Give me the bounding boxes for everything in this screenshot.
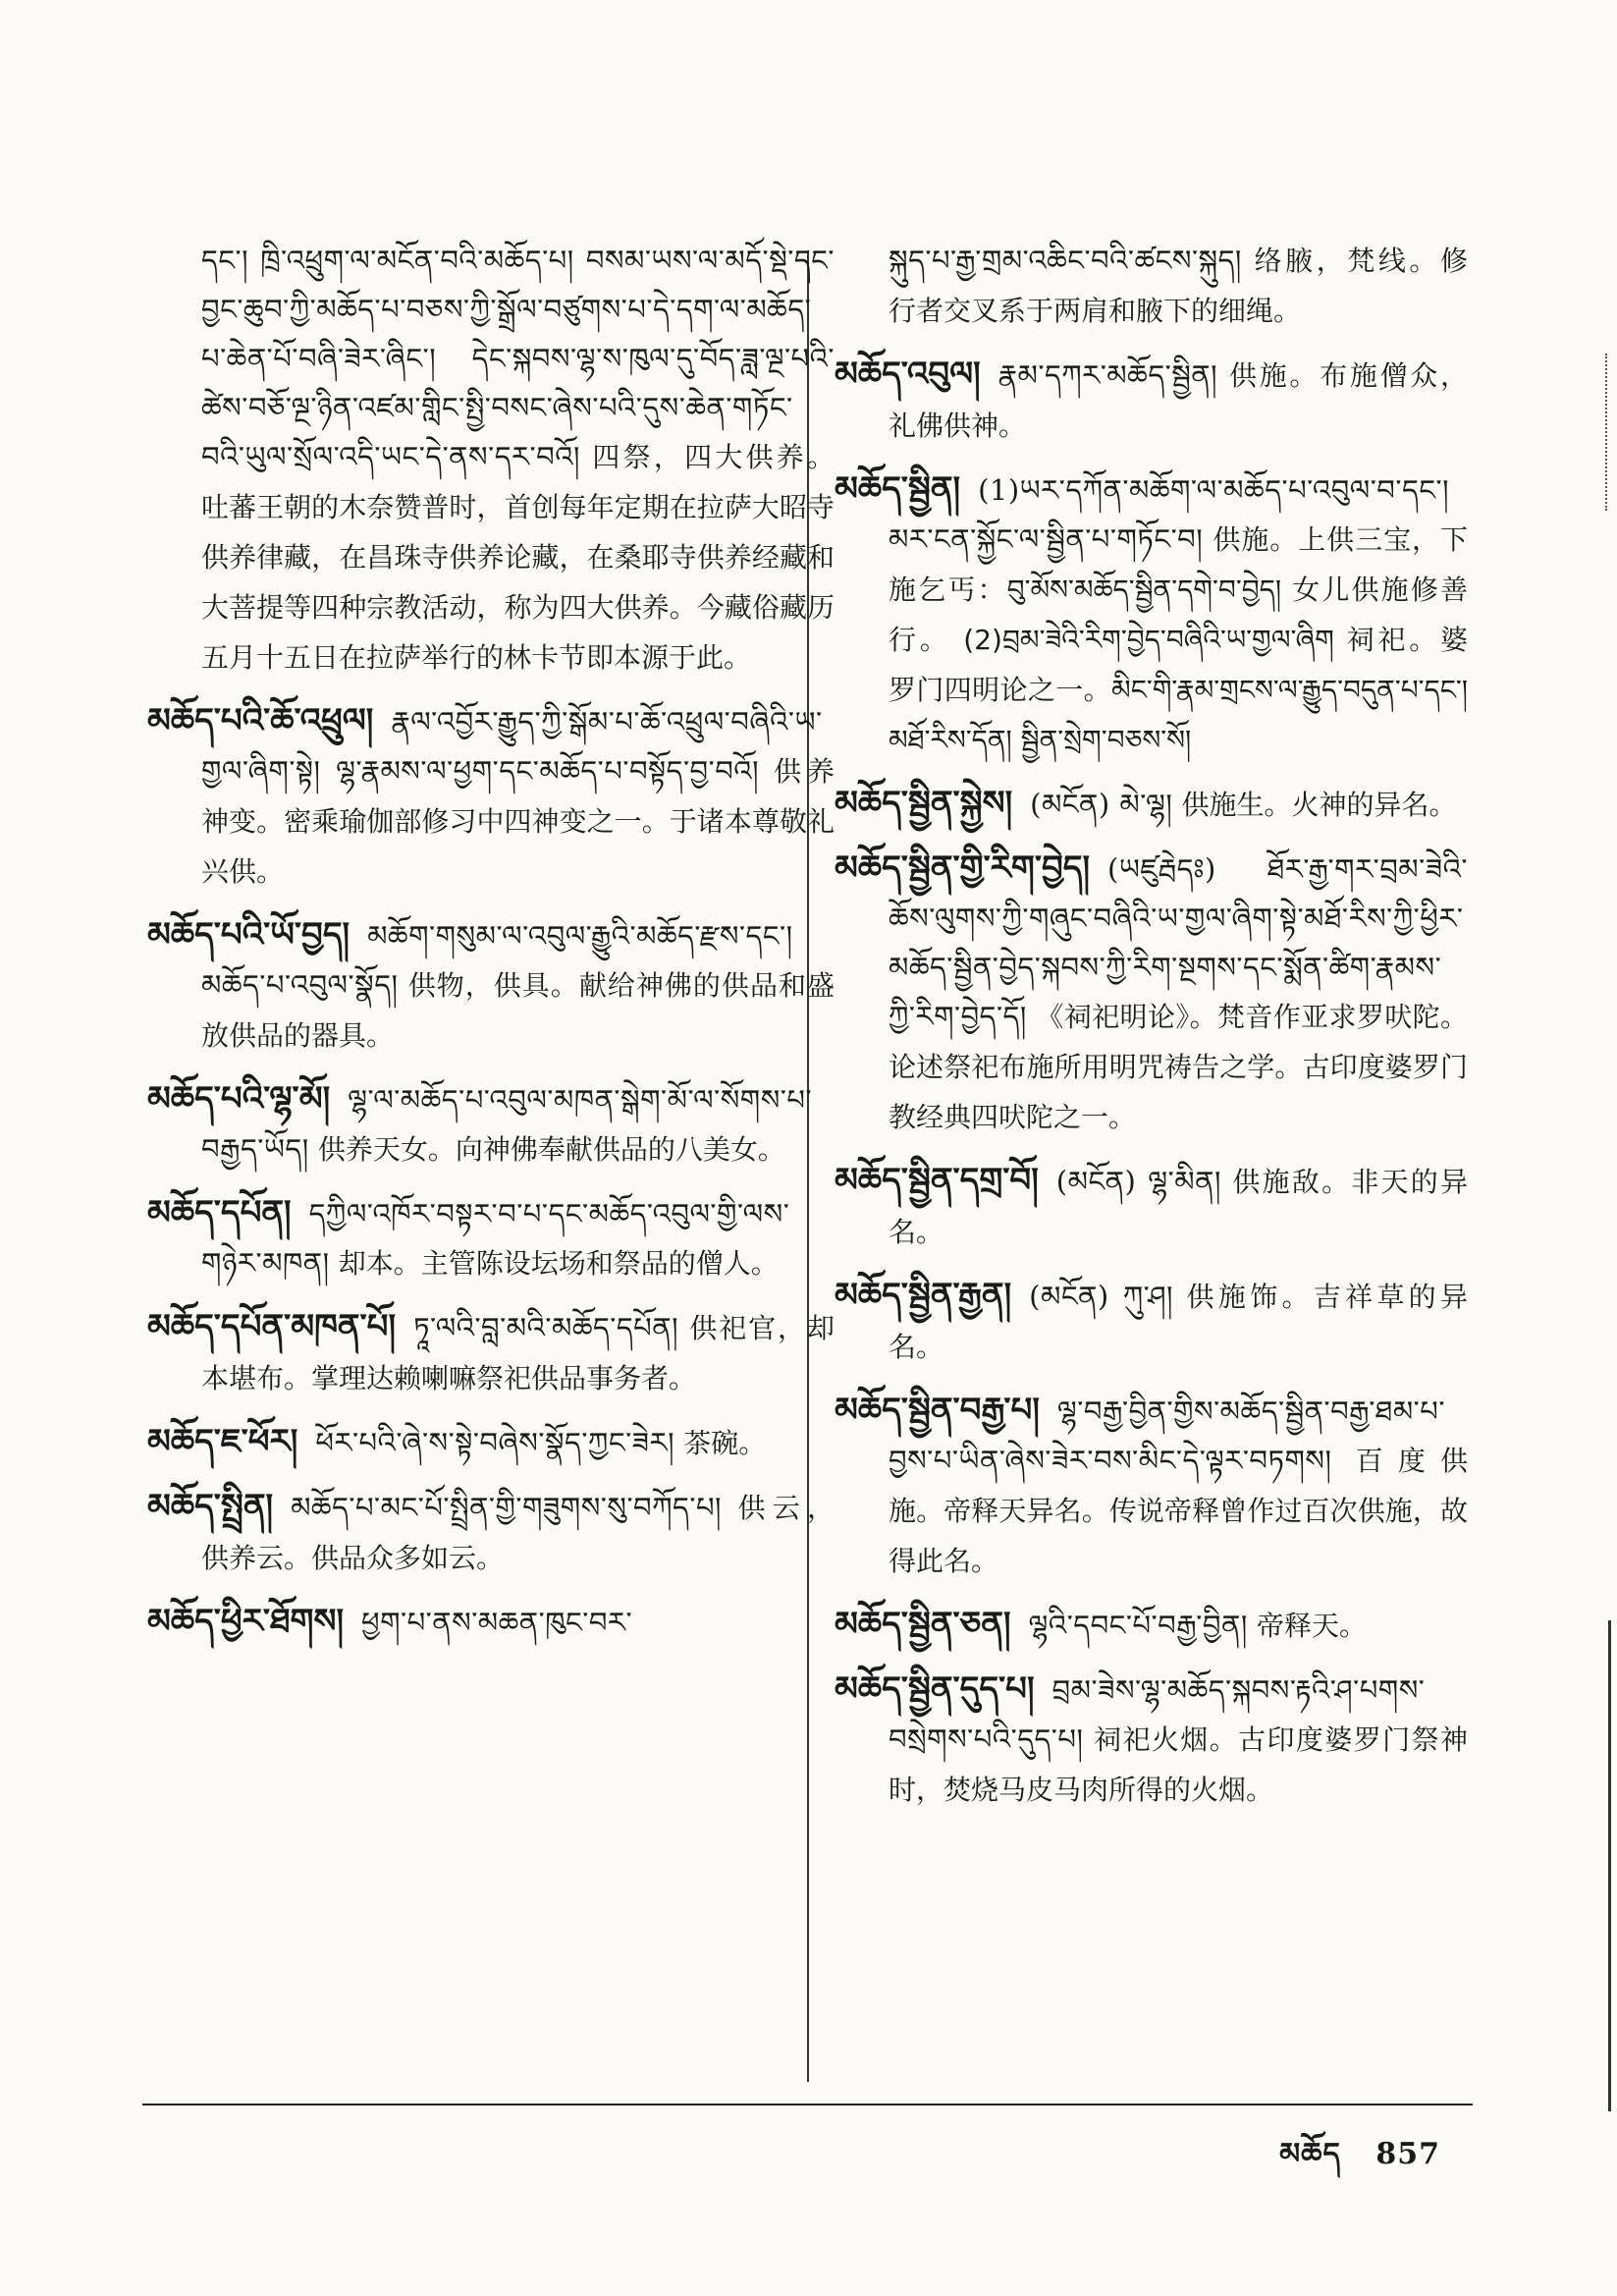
page-number: 857	[1375, 2137, 1440, 2171]
entry-headword: མཆོད་འབུལ།	[835, 355, 981, 394]
entry-headword: མཆོད་པའི་ཆོ་འཕྲུལ།	[147, 701, 374, 740]
dictionary-entry	[147, 910, 835, 1061]
entry-tibetan-definition: (མངོན) མེ་ལྷ།	[1030, 788, 1173, 821]
entry-tibetan-definition: ཕྱག་པ་ནས་མཆན་ཁུང་བར་	[361, 1606, 633, 1639]
entry-headword: མཆོད་དཔོན་མཁན་པོ།	[147, 1307, 397, 1346]
right-column	[835, 236, 1468, 1829]
entry-chinese-definition: 供祀官，却本堪布。掌理达赖喇嘛祭祀供品事务者。	[201, 1312, 835, 1394]
left-column	[147, 236, 835, 1661]
entry-chinese-definition: 供养神变。密乘瑜伽部修习中四神变之一。于诸本尊敬礼兴供。	[201, 755, 835, 888]
entry-tibetan-definition: དང་། ཁྲི་འཕྲུག་ལ་མངོན་བའི་མཆོད་པ། བསམ་ཡས་ལ་མདོ་སྡེ་དང་བྱང་ཆུབ་ཀྱི་མཆོད་པ་བཅས་ཀྱི་སྒྲོལ་བཙུགས་པ་དེ་དག་ལ་མཆོད་པ་ཆེན་པོ་བཞི་ཟེར་ཞིང་། དེང་སྐབས་ལྷ་ས་ཁུལ་དུ་བོད་ཟླ་ལྔ་པའི་ཚེས་བཅོ་ལྔ་ཉིན་འཛམ་གླིང་སྤྱི་བསང་ཞེས་པའི་དུས་ཆེན་གཏོང་བའི་ཡུལ་སྲོལ་འདི་ཡང་དེ་ནས་དར་བའོ།	[201, 244, 835, 473]
dictionary-entry	[147, 1074, 835, 1175]
entry-tibetan-definition: ལྷ་ལ་མཆོད་པ་འབུལ་མཁན་སྒེག་མོ་ལ་སོགས་པ་བརྒྱད་ཡོད།	[201, 1083, 813, 1166]
entry-tibetan-definition: རྣམ་དཀར་མཆོད་སྦྱིན།	[997, 358, 1218, 392]
entry-chinese-definition: 供物，供具。献给神佛的供品和盛放供品的器具。	[201, 969, 835, 1052]
dictionary-entry	[147, 1482, 835, 1583]
entry-chinese-definition: 茶碗。	[683, 1427, 767, 1459]
entry-chinese-definition: 供施。布施僧众，礼佛供神。	[889, 359, 1468, 442]
dictionary-entry	[147, 236, 835, 683]
entry-tibetan-definition: མཆོད་པ་མང་པོ་སྤྲིན་གྱི་གཟུགས་སུ་བཀོད་པ།	[291, 1491, 722, 1524]
edge-mark	[1605, 354, 1617, 511]
entry-chinese-definition: 祠祀火烟。古印度婆罗门祭神时，焚烧马皮马肉所得的火烟。	[889, 1723, 1468, 1806]
entry-chinese-definition: 帝释天。	[1256, 1610, 1367, 1642]
page-footer	[1256, 2121, 1440, 2204]
entry-tibetan-definition: དཀྱིལ་འཁོར་བསྟར་བ་པ་དང་མཆོད་འབུལ་གྱི་ལས་གཉེར་མཁན།	[201, 1197, 790, 1280]
entry-chinese-definition: 络腋，梵线。修行者交叉系于两肩和腋下的细绳。	[889, 245, 1468, 327]
entry-headword: མཆོད་སྤྲིན།	[147, 1487, 274, 1526]
entry-chinese-definition: 供养天女。向神佛奉献供品的八美女。	[317, 1133, 785, 1166]
entry-chinese-definition: 供施敌。非天的异名。	[889, 1166, 1468, 1248]
entry-tibetan-definition: (མངོན) ལྷ་མིན།	[1055, 1165, 1221, 1198]
dictionary-entry	[835, 779, 1468, 830]
entry-tibetan-definition: ཕོར་པའི་ཞེ་ས་སྟེ་བཞེས་སྣོད་ཀྱང་ཟེར།	[315, 1426, 675, 1459]
running-head: མཆོད	[1279, 2137, 1341, 2171]
footer-rule	[142, 2104, 1473, 2105]
entry-headword: མཆོད་སྦྱིན་ཅན།	[835, 1605, 1011, 1644]
entry-headword: མཆོད་སྦྱིན་སྐྱེས།	[835, 784, 1013, 823]
entry-headword: མཆོད་ཇ་ཕོར།	[147, 1422, 298, 1461]
entry-tibetan-definition: ཏཱ་ལའི་བླ་མའི་མཆོད་དཔོན།	[413, 1311, 679, 1344]
entry-headword: མཆོད་སྦྱིན་དུད་པ།	[835, 1669, 1035, 1709]
entry-tibetan-definition: ལྷ་བརྒྱ་བྱིན་གྱིས་མཆོད་སྦྱིན་བརྒྱ་ཐམ་པ་བྱས་པ་ཡིན་ཞེས་ཟེར་བས་མིང་དེ་ལྟར་བཏགས།	[889, 1394, 1445, 1477]
entry-chinese-definition: 供云，供养云。供品众多如云。	[201, 1492, 835, 1574]
entry-headword: མཆོད་སྦྱིན་བརྒྱ་པ།	[835, 1391, 1040, 1430]
entry-headword: མཆོད་སྦྱིན་རྒྱན།	[835, 1276, 1012, 1315]
entry-headword: མཆོད་པའི་ལྷ་མོ།	[147, 1079, 331, 1119]
dictionary-entry	[147, 1188, 835, 1288]
dictionary-entry	[147, 1597, 835, 1647]
dictionary-entry	[835, 1156, 1468, 1257]
entry-tibetan-definition: རྣལ་འབྱོར་རྒྱུད་ཀྱི་སྒོམ་པ་ཆོ་འཕྲུལ་བཞིའི་ཡ་གྱལ་ཞིག་སྟེ། ལྷ་རྣམས་ལ་ཕྱག་དང་མཆོད་པ་བསྟོད་བྱ་བའོ།	[201, 705, 823, 788]
dictionary-entry	[835, 1271, 1468, 1372]
entry-headword: མཆོད་ཕྱིར་ཐོགས།	[147, 1602, 344, 1641]
entry-headword: མཆོད་སྦྱིན།	[835, 469, 961, 509]
dictionary-entry	[835, 1386, 1468, 1586]
entry-chinese-definition: 《祠祀明论》。梵音作亚求罗吠陀。论述祭祀布施所用明咒祷告之学。古印度婆罗门教经典四吠陀之一。	[889, 1001, 1468, 1133]
dictionary-entry	[835, 350, 1468, 451]
dictionary-entry	[835, 1665, 1468, 1815]
entry-tibetan-definition: མཆོག་གསུམ་ལ་འབུལ་རྒྱུའི་མཆོད་རྫས་དང་། མཆོད་པ་འབུལ་སྣོད།	[201, 919, 793, 1002]
dictionary-entry	[835, 236, 1468, 336]
entry-chinese-definition: 百度供施。帝释天异名。传说帝释曾作过百次供施，故得此名。	[889, 1445, 1468, 1577]
dictionary-entry	[835, 1600, 1468, 1651]
entry-chinese-definition: 四祭，四大供养。吐蕃王朝的木奈赞普时，首创每年定期在拉萨大昭寺供养律藏，在昌珠寺供养论藏，在桑耶寺供养经藏和大菩提等四种宗教活动，称为四大供养。今藏俗藏历五月十五日在拉萨举行的林卡节即本源于此。	[201, 441, 835, 674]
dictionary-entry	[835, 844, 1468, 1142]
entry-tibetan-definition: (མངོན) ཀུ་ཤ།	[1029, 1280, 1173, 1313]
entry-chinese-definition: 却本。主管陈设坛场和祭品的僧人。	[338, 1247, 779, 1280]
entry-tibetan-definition: (ཡཛུརྦེདཿ) ཐོར་རྒྱ་གར་བྲམ་ཟེའི་ཆོས་ལུགས་ཀྱི་གཞུང་བཞིའི་ཡ་གྱལ་ཞིག་སྟེ་མཐོ་རིས་ཀྱི་ཕྱིར་མཆོད་སྦྱིན་བྱེད་སྐབས་ཀྱི་རིག་སྔགས་དང་སྨོན་ཚིག་རྣམས་ཀྱི་རིག་བྱེད་དོ།	[889, 852, 1468, 1033]
entry-tibetan-definition: བྲམ་ཟེས་ལྷ་མཆོད་སྐབས་རྟའི་ཤ་པགས་བསྲེགས་པའི་དུད་པ།	[889, 1673, 1426, 1756]
entry-tibetan-definition: སྐུད་པ་རྒྱ་གྲམ་འཆིང་བའི་ཚངས་སྐུད།	[889, 244, 1242, 277]
entry-tibetan-definition: ལྷའི་དབང་པོ་བརྒྱ་བྱིན།	[1028, 1609, 1248, 1642]
entry-headword: མཆོད་པའི་ཡོ་བྱད།	[147, 915, 350, 955]
entry-headword: མཆོད་སྦྱིན་གྱི་རིག་བྱེད།	[835, 848, 1091, 888]
entry-chinese-definition: 供施生。火神的异名。	[1181, 789, 1457, 821]
dictionary-entry	[835, 465, 1468, 765]
dictionary-entry	[147, 1417, 835, 1468]
dictionary-entry	[147, 1302, 835, 1403]
edge-bar	[1608, 1620, 1617, 2111]
entry-tibetan-definition: (1)ཡར་དཀོན་མཆོག་ལ་མཆོད་པ་འབུལ་བ་དང་། མར་ངན་སྐྱོང་ལ་སྦྱིན་པ་གཏོང་བ།	[889, 473, 1450, 556]
entry-chinese-definition: 供施。上供三宝，下施乞丐：བུ་མོས་མཆོད་སྦྱིན་དགེ་བ་བྱེད། 女儿供施修善行。 (2)བྲམ་ཟེའི་རིག་བྱེད་བཞིའི་ཡ་གྱལ་ཞིག 祠祀。婆罗门四明论之一。མིང་གི་རྣམ་གྲངས་ལ་རྒྱུད་བདུན་པ་དང་། མཐོ་རིས་དོན། སྦྱིན་སྲེག་བཅས་སོ།	[889, 523, 1468, 756]
dictionary-entry	[147, 696, 835, 897]
entry-headword: མཆོད་དཔོན།	[147, 1193, 292, 1232]
entry-headword: མཆོད་སྦྱིན་དགྲ་བོ།	[835, 1161, 1039, 1200]
entry-chinese-definition: 供施饰。吉祥草的异名。	[889, 1281, 1468, 1363]
